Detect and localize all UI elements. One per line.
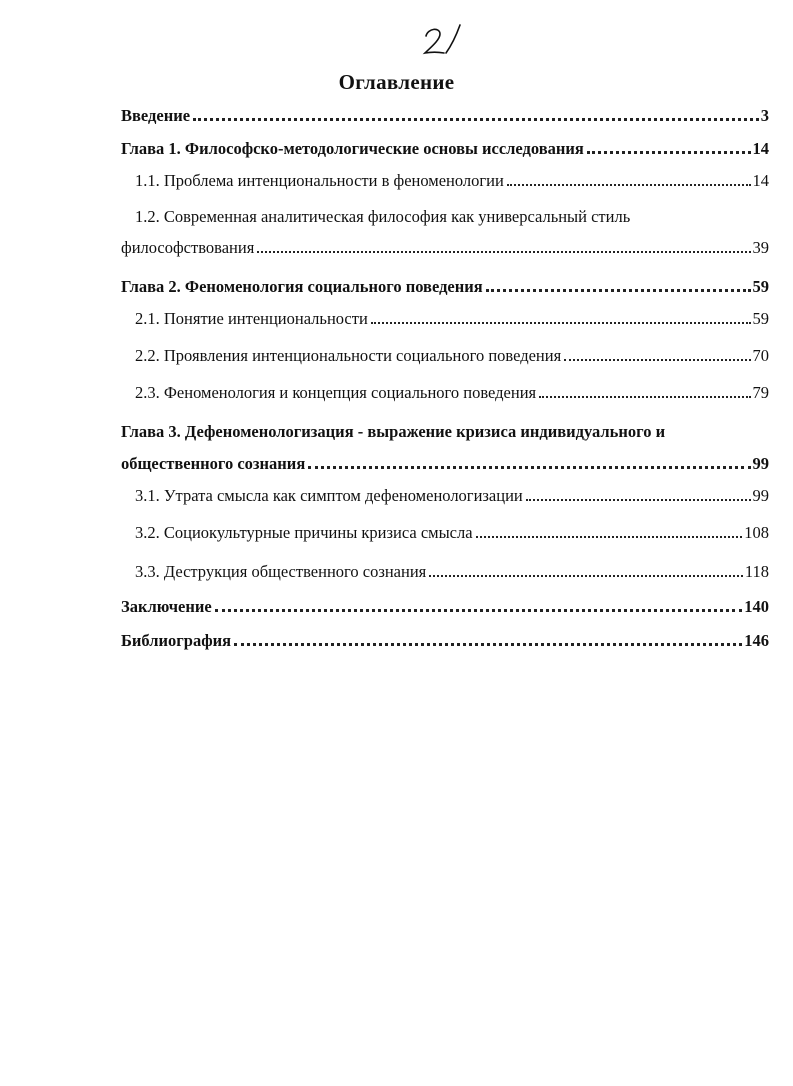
dot-leader	[429, 563, 743, 577]
toc-entry-chapter-2[interactable]	[121, 277, 769, 297]
toc-entry-chapter-3[interactable]	[121, 454, 769, 474]
toc-entry-section-3-1[interactable]	[135, 486, 769, 506]
toc-entry-section-2-2[interactable]	[135, 346, 769, 366]
toc-entry-label: 2.2. Проявления интенциональности социального поведения	[135, 346, 562, 365]
toc-entry-label: 2.1. Понятие интенциональности	[135, 309, 368, 328]
toc-entry-page: 79	[752, 383, 769, 402]
toc-entry-conclusion[interactable]	[121, 597, 769, 617]
toc-entry-label: философствования	[121, 238, 255, 257]
toc-entry-introduction[interactable]	[121, 106, 769, 126]
dot-leader	[257, 239, 750, 253]
toc-entry-chapter-1[interactable]	[121, 139, 769, 159]
dot-leader	[526, 487, 751, 501]
toc-entry-label: Введение	[121, 106, 191, 125]
toc-entry-label: 2.3. Феноменология и концепция социального поведения	[135, 383, 537, 402]
dot-leader	[193, 106, 759, 121]
toc-entry-page: 14	[752, 171, 769, 190]
toc-entry-section-1-2[interactable]	[121, 238, 769, 258]
dot-leader	[308, 454, 750, 469]
dot-leader	[371, 310, 751, 324]
toc-entry-page: 14	[752, 139, 769, 158]
toc-entry-label: общественного сознания	[121, 454, 306, 473]
table-of-contents	[121, 0, 769, 700]
toc-entry-chapter-3-line1[interactable]: Глава 3. Дефеноменологизация - выражение кризиса индивидуального и	[121, 422, 666, 441]
toc-entry-page: 99	[752, 486, 769, 505]
toc-entry-label: Библиография	[121, 631, 232, 650]
toc-entry-page: 108	[744, 523, 769, 542]
toc-entry-page: 59	[752, 309, 769, 328]
dot-leader	[486, 277, 751, 292]
toc-entry-bibliography[interactable]	[121, 631, 769, 651]
toc-entry-page: 140	[744, 597, 769, 616]
toc-entry-label: 1.1. Проблема интенциональности в феноменологии	[135, 171, 504, 190]
toc-entry-page: 70	[752, 346, 769, 365]
toc-entry-section-1-2-line1[interactable]: 1.2. Современная аналитическая философия как универсальный стиль	[135, 207, 631, 226]
dot-leader	[507, 172, 751, 186]
toc-entry-label: 3.3. Деструкция общественного сознания	[135, 562, 427, 581]
toc-title: Оглавление	[338, 70, 455, 94]
toc-entry-label: 3.1. Утрата смысла как симптом дефеноменологизации	[135, 486, 523, 505]
toc-entry-label: Глава 1. Философско-методологические основы исследования	[121, 139, 584, 158]
toc-entry-label: Заключение	[121, 597, 212, 616]
toc-entry-section-1-1[interactable]	[135, 171, 769, 191]
toc-entry-section-2-3[interactable]	[135, 383, 769, 403]
toc-entry-page: 39	[752, 238, 769, 257]
toc-entry-page: 3	[760, 106, 769, 125]
dot-leader	[564, 347, 750, 361]
toc-entry-label: Глава 2. Феноменология социального поведения	[121, 277, 483, 296]
toc-entry-page: 59	[752, 277, 769, 296]
toc-entry-page: 118	[744, 562, 769, 581]
toc-entry-section-3-2[interactable]	[135, 523, 769, 543]
toc-entry-label: 3.2. Социокультурные причины кризиса смысла	[135, 523, 473, 542]
toc-entry-page: 146	[744, 631, 769, 650]
toc-entry-page: 99	[752, 454, 769, 473]
dot-leader	[234, 631, 742, 646]
toc-entry-section-3-3[interactable]	[135, 562, 769, 582]
dot-leader	[476, 524, 743, 538]
toc-entry-section-2-1[interactable]	[135, 309, 769, 329]
dot-leader	[539, 384, 750, 398]
dot-leader	[587, 139, 751, 154]
dot-leader	[215, 597, 743, 612]
